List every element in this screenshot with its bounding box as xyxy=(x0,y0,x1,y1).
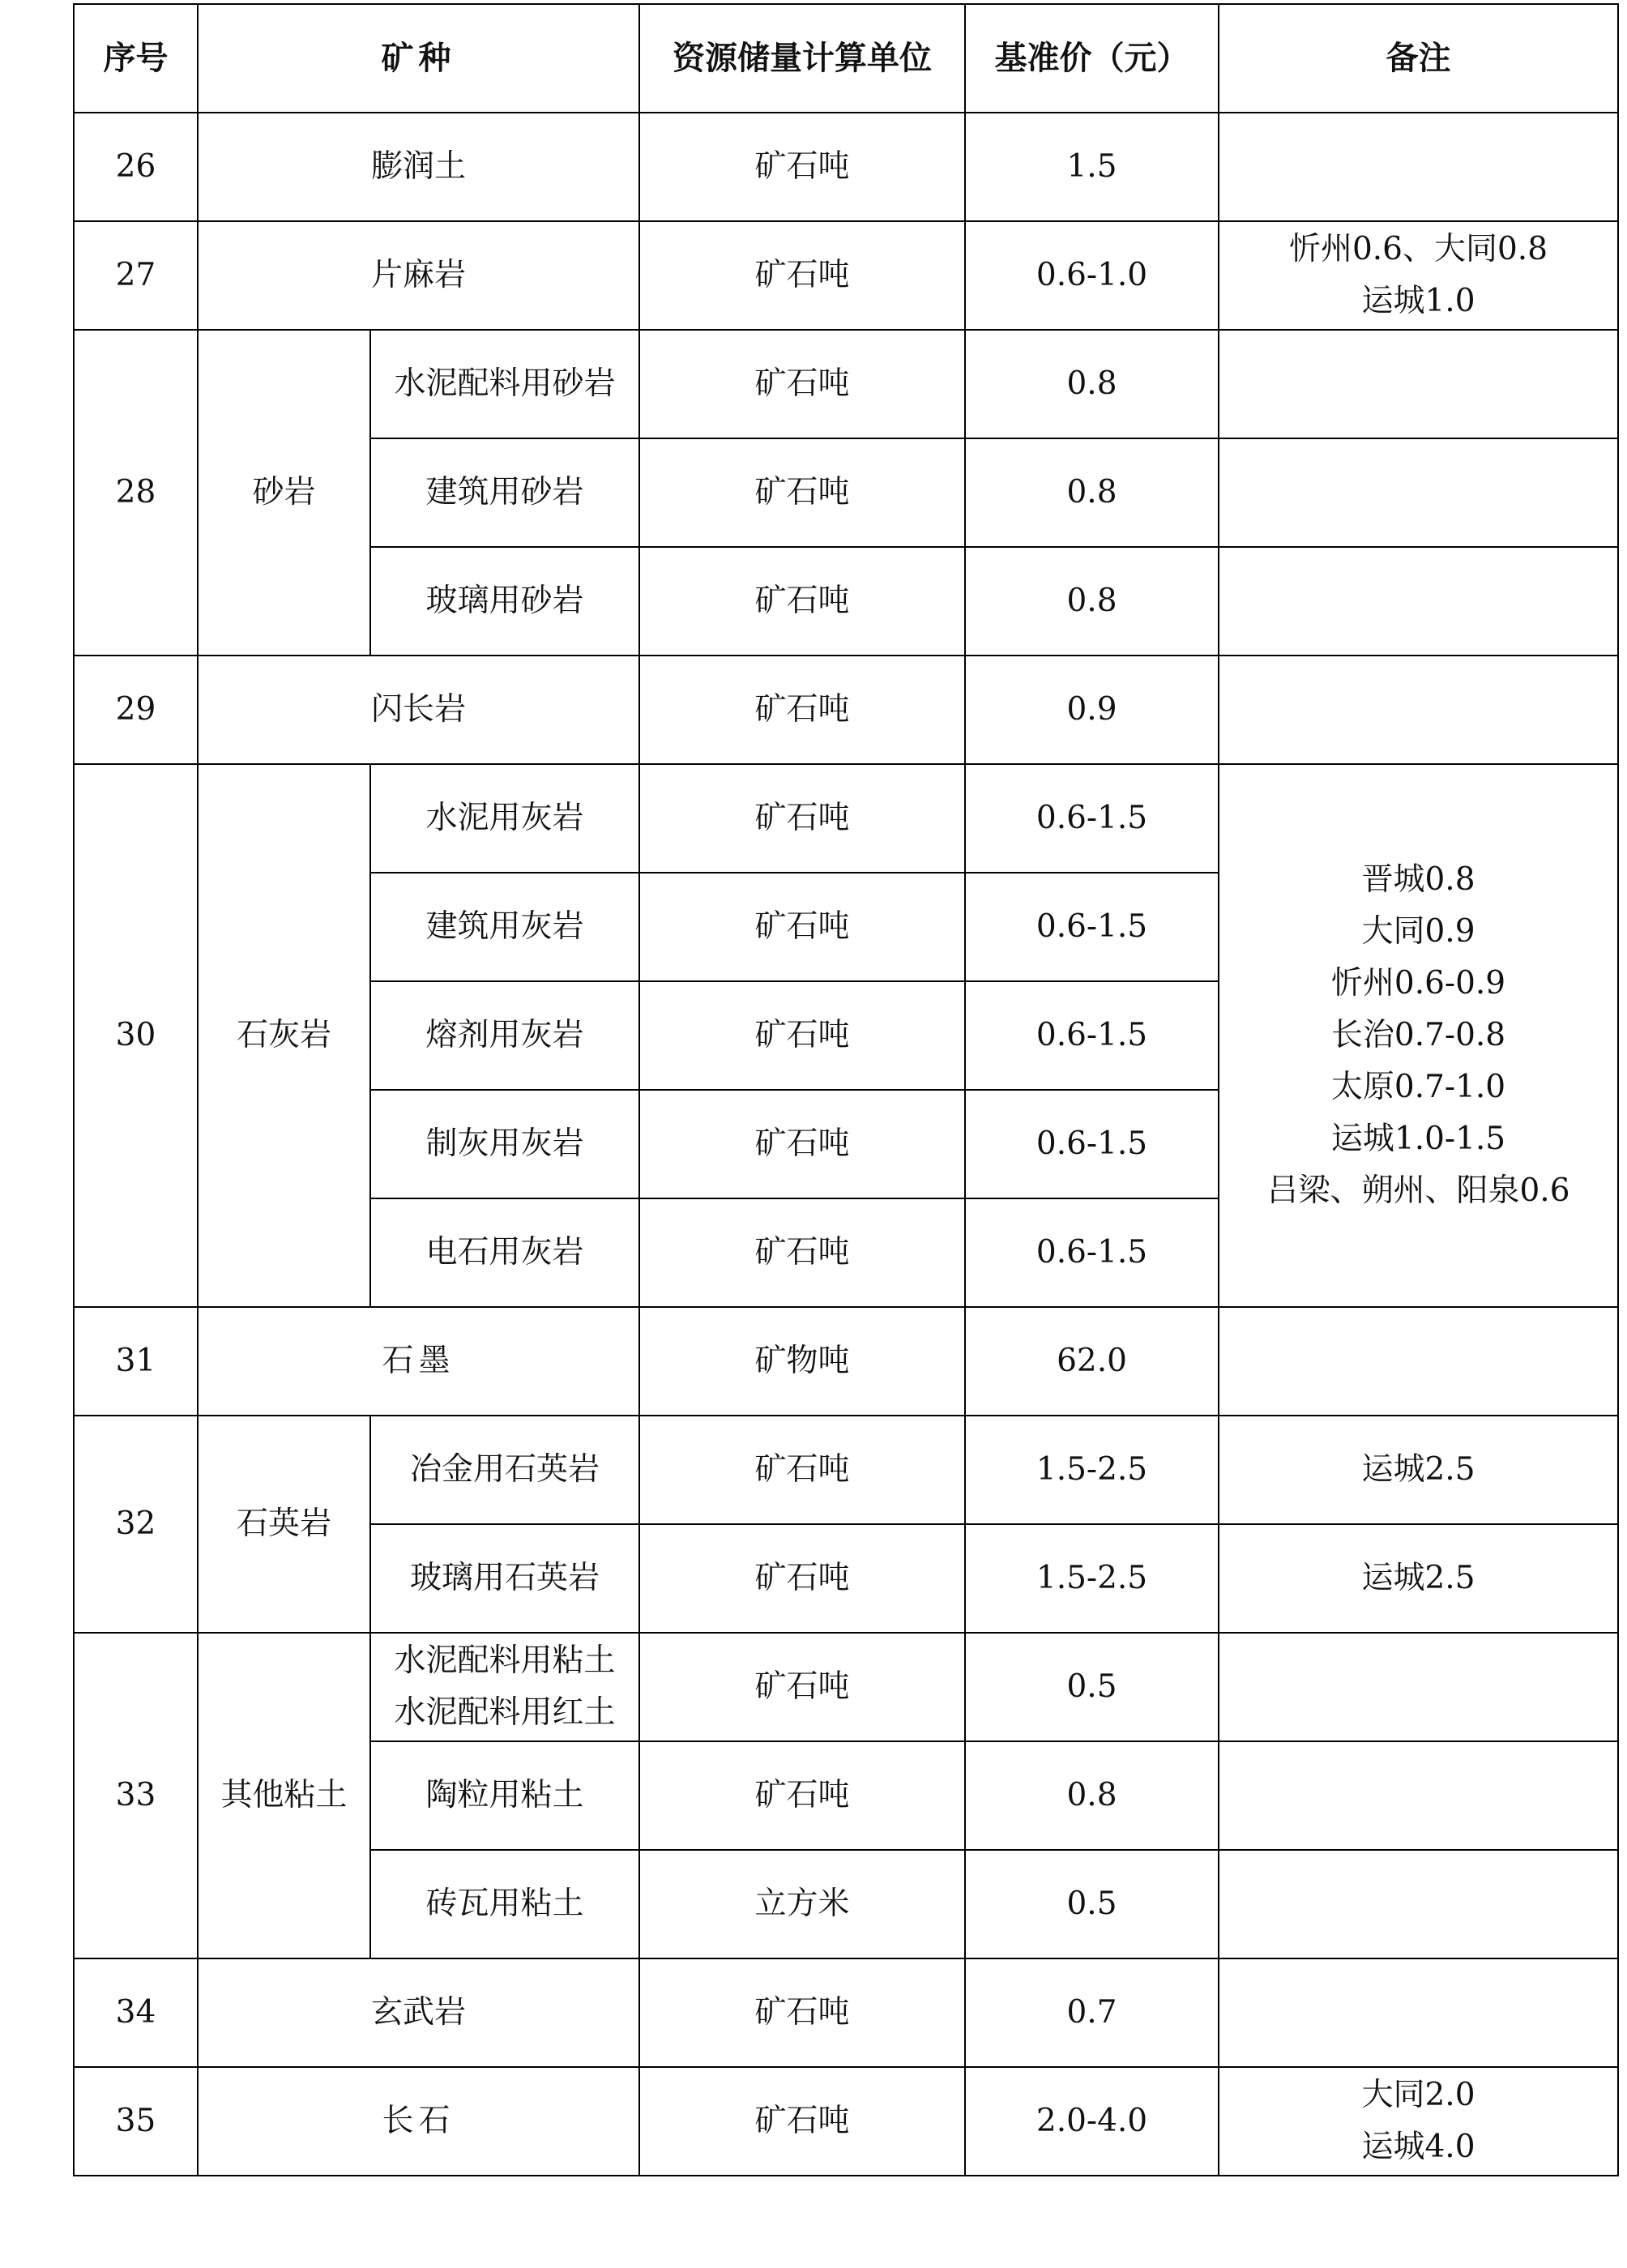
row-price: 0.5 xyxy=(965,1633,1219,1741)
row-submineral: 陶粒用粘土 xyxy=(370,1741,639,1850)
header-price: 基准价（元） xyxy=(965,4,1219,113)
row-seq: 31 xyxy=(74,1307,198,1416)
row-remark-shared xyxy=(1219,764,1618,1307)
row-mineral: 石英岩 xyxy=(198,1416,370,1633)
row-mineral: 石墨 xyxy=(198,1307,639,1416)
row-submineral: 建筑用砂岩 xyxy=(370,438,639,547)
row-seq: 30 xyxy=(74,764,198,1307)
row-price: 0.9 xyxy=(965,656,1219,764)
row-mineral: 砂岩 xyxy=(198,330,370,656)
table-row xyxy=(74,1633,1618,1741)
row-mineral: 片麻岩 xyxy=(198,221,639,330)
table-row xyxy=(74,330,1618,438)
table-row xyxy=(74,221,1618,330)
table-row xyxy=(74,1416,1618,1524)
row-submineral: 砖瓦用粘土 xyxy=(370,1850,639,1958)
row-price: 0.6-1.5 xyxy=(965,981,1219,1090)
submineral-line: 水泥配料用红土 xyxy=(394,1694,616,1731)
row-seq: 32 xyxy=(74,1416,198,1633)
row-remark xyxy=(1219,330,1618,438)
row-remark xyxy=(1219,1850,1618,1958)
row-price: 0.6-1.0 xyxy=(965,221,1219,330)
row-mineral: 玄武岩 xyxy=(198,1958,639,2067)
row-remark: 运城2.5 xyxy=(1219,1524,1618,1633)
row-unit: 矿石吨 xyxy=(639,1958,965,2067)
row-remark xyxy=(1219,113,1618,221)
row-unit: 矿石吨 xyxy=(639,2067,965,2176)
row-submineral xyxy=(370,1633,639,1741)
row-price: 0.6-1.5 xyxy=(965,1090,1219,1198)
row-price: 0.6-1.5 xyxy=(965,1198,1219,1307)
remark-line: 运城4.0 xyxy=(1361,2129,1475,2165)
row-submineral: 水泥用灰岩 xyxy=(370,764,639,873)
submineral-line: 水泥配料用粘土 xyxy=(394,1642,616,1679)
row-unit: 矿石吨 xyxy=(639,1524,965,1633)
row-unit: 矿石吨 xyxy=(639,764,965,873)
row-price: 1.5-2.5 xyxy=(965,1524,1219,1633)
header-mineral: 矿种 xyxy=(198,4,639,113)
remark-line: 运城1.0 xyxy=(1361,283,1475,319)
remark-line: 大同0.9 xyxy=(1361,913,1475,950)
row-unit: 矿物吨 xyxy=(639,1307,965,1416)
row-seq: 26 xyxy=(74,113,198,221)
row-unit: 矿石吨 xyxy=(639,547,965,656)
row-submineral: 水泥配料用砂岩 xyxy=(370,330,639,438)
row-unit: 矿石吨 xyxy=(639,1198,965,1307)
row-seq: 34 xyxy=(74,1958,198,2067)
row-submineral: 建筑用灰岩 xyxy=(370,873,639,981)
row-unit: 矿石吨 xyxy=(639,221,965,330)
row-submineral: 熔剂用灰岩 xyxy=(370,981,639,1090)
row-mineral: 长石 xyxy=(198,2067,639,2176)
row-unit: 矿石吨 xyxy=(639,1090,965,1198)
row-price: 0.8 xyxy=(965,330,1219,438)
row-seq: 27 xyxy=(74,221,198,330)
row-unit: 矿石吨 xyxy=(639,981,965,1090)
row-seq: 29 xyxy=(74,656,198,764)
row-mineral: 石灰岩 xyxy=(198,764,370,1307)
row-mineral: 其他粘土 xyxy=(198,1633,370,1958)
header-seq: 序号 xyxy=(74,4,198,113)
row-seq: 35 xyxy=(74,2067,198,2176)
row-submineral: 电石用灰岩 xyxy=(370,1198,639,1307)
row-price: 0.6-1.5 xyxy=(965,764,1219,873)
table-row xyxy=(74,2067,1618,2176)
remark-line: 大同2.0 xyxy=(1361,2077,1475,2113)
row-unit: 矿石吨 xyxy=(639,656,965,764)
row-price: 0.7 xyxy=(965,1958,1219,2067)
row-remark xyxy=(1219,1958,1618,2067)
remark-line: 太原0.7-1.0 xyxy=(1330,1069,1506,1105)
remark-line: 长治0.7-0.8 xyxy=(1330,1017,1506,1053)
row-remark xyxy=(1219,1633,1618,1741)
row-price: 0.8 xyxy=(965,438,1219,547)
row-unit: 矿石吨 xyxy=(639,1741,965,1850)
row-submineral: 制灰用灰岩 xyxy=(370,1090,639,1198)
row-price: 0.8 xyxy=(965,1741,1219,1850)
row-unit: 矿石吨 xyxy=(639,873,965,981)
row-price: 62.0 xyxy=(965,1307,1219,1416)
row-mineral: 闪长岩 xyxy=(198,656,639,764)
row-unit: 矿石吨 xyxy=(639,1416,965,1524)
mineral-price-table xyxy=(73,3,1617,2204)
row-price: 2.0-4.0 xyxy=(965,2067,1219,2176)
header-unit: 资源储量计算单位 xyxy=(639,4,965,113)
row-price: 0.6-1.5 xyxy=(965,873,1219,981)
row-seq: 28 xyxy=(74,330,198,656)
row-unit: 矿石吨 xyxy=(639,330,965,438)
row-unit: 矿石吨 xyxy=(639,113,965,221)
row-remark xyxy=(1219,1741,1618,1850)
header-row xyxy=(74,4,1618,113)
table-row xyxy=(74,1958,1618,2067)
row-price: 1.5 xyxy=(965,113,1219,221)
row-unit: 矿石吨 xyxy=(639,438,965,547)
table-row xyxy=(74,656,1618,764)
row-price: 0.5 xyxy=(965,1850,1219,1958)
table-row xyxy=(74,1307,1618,1416)
row-submineral: 玻璃用砂岩 xyxy=(370,547,639,656)
row-remark xyxy=(1219,547,1618,656)
row-seq: 33 xyxy=(74,1633,198,1958)
row-unit: 矿石吨 xyxy=(639,1633,965,1741)
row-remark xyxy=(1219,438,1618,547)
row-remark xyxy=(1219,656,1618,764)
row-submineral: 冶金用石英岩 xyxy=(370,1416,639,1524)
table-row xyxy=(74,764,1618,873)
table-row xyxy=(74,113,1618,221)
row-remark xyxy=(1219,1307,1618,1416)
remark-line: 晋城0.8 xyxy=(1361,861,1475,898)
row-mineral: 膨润土 xyxy=(198,113,639,221)
row-price: 1.5-2.5 xyxy=(965,1416,1219,1524)
remark-line: 运城1.0-1.5 xyxy=(1330,1121,1506,1157)
row-remark xyxy=(1219,2067,1618,2176)
row-remark: 运城2.5 xyxy=(1219,1416,1618,1524)
row-unit: 立方米 xyxy=(639,1850,965,1958)
remark-line: 忻州0.6-0.9 xyxy=(1330,965,1506,1002)
row-price: 0.8 xyxy=(965,547,1219,656)
row-submineral: 玻璃用石英岩 xyxy=(370,1524,639,1633)
remark-line: 忻州0.6、大同0.8 xyxy=(1288,231,1548,267)
row-remark xyxy=(1219,221,1618,330)
remark-line: 吕梁、朔州、阳泉0.6 xyxy=(1266,1172,1570,1209)
header-remark: 备注 xyxy=(1219,4,1618,113)
